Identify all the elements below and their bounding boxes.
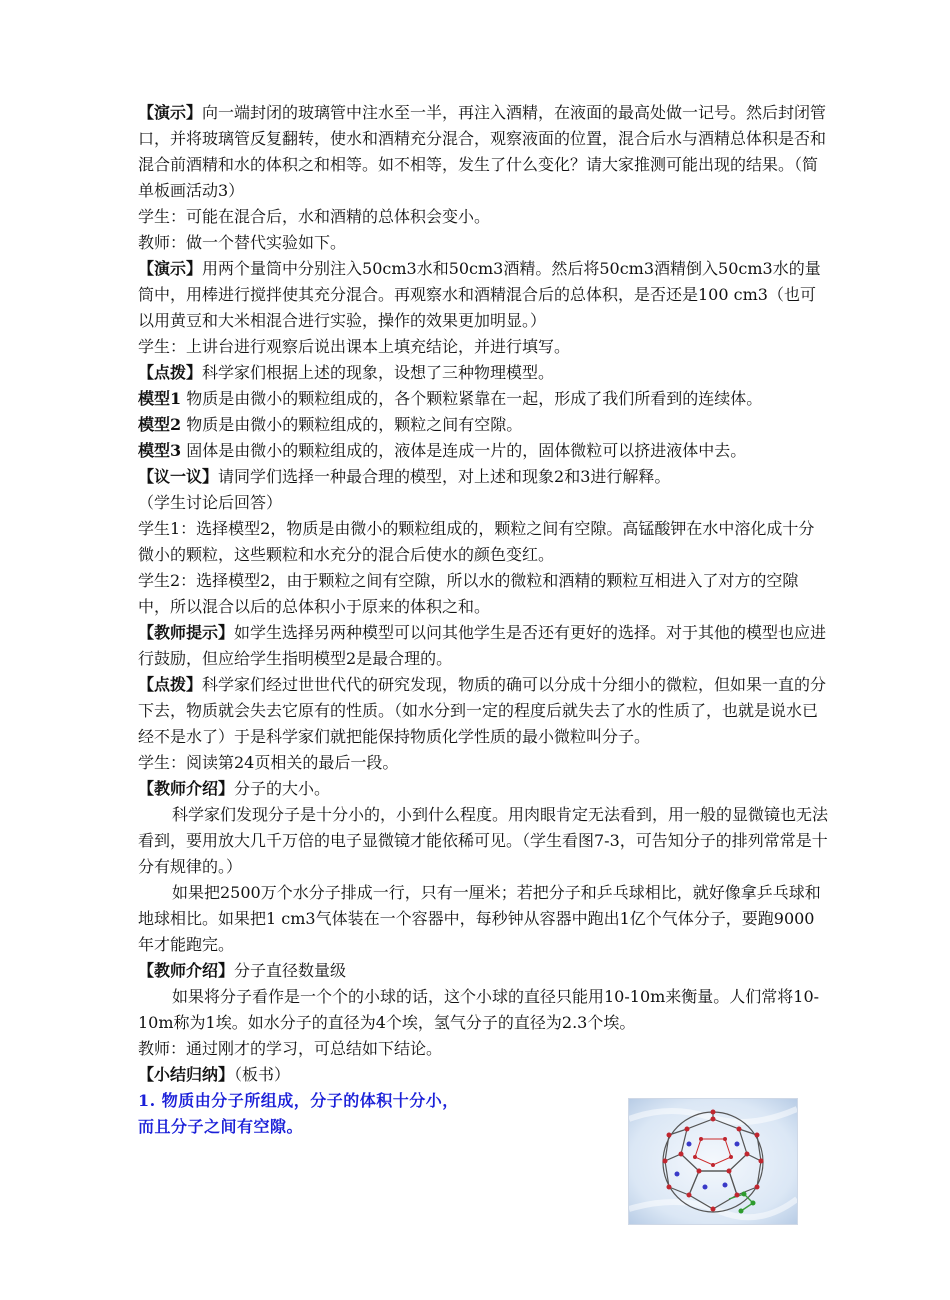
paragraph-text: 科学家们经过世世代代的研究发现，物质的确可以分成十分细小的微粒，但如果一直的分下去，物质就会失去它原有的性质。（如水分到一定的程度后就失去了水的性质了，也就是说水已经不是水了）于是科学家们就把能保持物质化学性质的最小微粒叫分子。 [138, 675, 827, 746]
label-teacher-tip: 【教师提示】 [138, 623, 235, 642]
paragraph-text: 如果把2500万个水分子排成一行，只有一厘米；若把分子和乒乓球相比，就好像拿乒乓球和地球相比。如果把1 cm3气体装在一个容器中，每秒钟从容器中跑出1亿个气体分子，要跑9000年才能跑完。 [138, 883, 821, 954]
molecule-model-image [628, 1098, 798, 1225]
paragraph-discuss [138, 464, 828, 490]
paragraph-text: 科学家们根据上述的现象，设想了三种物理模型。 [202, 363, 555, 382]
label-model-3: 模型3 [138, 441, 182, 460]
paragraph-text: 请同学们选择一种最合理的模型，对上述和现象2和3进行解释。 [218, 467, 671, 486]
paragraph-text: 物质是由微小的颗粒组成的，各个颗粒紧靠在一起，形成了我们所看到的连续体。 [181, 389, 763, 408]
paragraph-text: 学生2：选择模型2，由于颗粒之间有空隙，所以水的微粒和酒精的颗粒互相进入了对方的空隙中，所以混合以后的总体积小于原来的体积之和。 [138, 571, 799, 616]
label-demo: 【演示】 [138, 259, 203, 278]
paragraph-hint-1 [138, 360, 828, 386]
paragraph-teacher-intro-2 [138, 958, 828, 984]
document-body [138, 100, 828, 1140]
paragraph-discussion-note [138, 490, 828, 516]
paragraph-teacher-conclusion [138, 1036, 828, 1062]
paragraph-student-2 [138, 568, 828, 620]
paragraph-student-observe [138, 334, 828, 360]
paragraph-text: 向一端封闭的玻璃管中注水至一半，再注入酒精，在液面的最高处做一记号。然后封闭管口，并将玻璃管反复翻转，使水和酒精充分混合，观察液面的位置，混合后水与酒精总体积是否和混合前酒精和水的体积之和相等。如不相等，发生了什么变化？请大家推测可能出现的结果。（简单板画活动3） [138, 103, 827, 200]
summary-line-1: 1. 物质由分子所组成，分子的体积十分小， [138, 1091, 459, 1110]
paragraph-text: 如果将分子看作是一个个的小球的话，这个小球的直径只能用10-10m来衡量。人们常将10-10m称为1埃。如水分子的直径为4个埃，氢气分子的直径为2.3个埃。 [138, 987, 820, 1032]
paragraph-diameter [138, 984, 828, 1036]
paragraph-student-1 [138, 516, 828, 568]
label-demo: 【演示】 [138, 103, 203, 122]
paragraph-demo-1 [138, 100, 828, 204]
label-teacher-intro: 【教师介绍】 [138, 961, 235, 980]
paragraph-text: 分子的大小。 [234, 779, 331, 798]
paragraph-teacher-alt [138, 230, 828, 256]
paragraph-text: 科学家们发现分子是十分小的，小到什么程度。用肉眼肯定无法看到，用一般的显微镜也无法看到，要用放大几千万倍的电子显微镜才能依稀可见。（学生看图7-3，可告知分子的排列常常是十分有规律的。） [138, 805, 829, 876]
paragraph-model-3 [138, 438, 828, 464]
paragraph-text: 用两个量筒中分别注入50cm3水和50cm3酒精。然后将50cm3酒精倒入50cm3水的量筒中，用棒进行搅拌使其充分混合。再观察水和酒精混合后的总体积，是否还是100 cm3（也可以用黄豆和大米相混合进行实验，操作的效果更加明显。） [138, 259, 821, 330]
paragraph-molecule-compare [138, 880, 828, 958]
paragraph-text: 学生：阅读第24页相关的最后一段。 [138, 753, 399, 772]
paragraph-text: 物质是由微小的颗粒组成的，颗粒之间有空隙。 [181, 415, 523, 434]
paragraph-teacher-tip [138, 620, 828, 672]
label-hint: 【点拨】 [138, 363, 203, 382]
paragraph-student-read [138, 750, 828, 776]
paragraph-text: 分子直径数量级 [234, 961, 347, 980]
paragraph-text: 学生1：选择模型2，物质是由微小的颗粒组成的，颗粒之间有空隙。高锰酸钾在水中溶化成十分微小的颗粒，这些颗粒和水充分的混合后使水的颜色变红。 [138, 519, 815, 564]
paragraph-demo-2 [138, 256, 828, 334]
paragraph-text: 学生：上讲台进行观察后说出课本上填充结论，并进行填写。 [138, 337, 571, 356]
paragraph-text: 教师：做一个替代实验如下。 [138, 233, 347, 252]
paragraph-student-guess [138, 204, 828, 230]
paragraph-text: （学生讨论后回答） [138, 493, 283, 512]
label-summary: 【小结归纳】 [138, 1065, 235, 1084]
paragraph-text: 固体是由微小的颗粒组成的，液体是连成一片的，固体微粒可以挤进液体中去。 [181, 441, 747, 460]
paragraph-molecule-size [138, 802, 828, 880]
paragraph-text: 如学生选择另两种模型可以问其他学生是否还有更好的选择。对于其他的模型也应进行鼓励，但应给学生指明模型2是最合理的。 [138, 623, 827, 668]
label-model-1: 模型1 [138, 389, 182, 408]
paragraph-teacher-intro-1 [138, 776, 828, 802]
label-teacher-intro: 【教师介绍】 [138, 779, 235, 798]
paragraph-model-1 [138, 386, 828, 412]
label-hint: 【点拨】 [138, 675, 203, 694]
paragraph-text: （板书） [234, 1065, 291, 1084]
paragraph-summary-heading [138, 1062, 828, 1088]
paragraph-text: 教师：通过刚才的学习，可总结如下结论。 [138, 1039, 443, 1058]
label-discuss: 【议一议】 [138, 467, 219, 486]
label-model-2: 模型2 [138, 415, 182, 434]
paragraph-text: 学生：可能在混合后，水和酒精的总体积会变小。 [138, 207, 491, 226]
paragraph-hint-2 [138, 672, 828, 750]
paragraph-model-2 [138, 412, 828, 438]
summary-line-2: 而且分子之间有空隙。 [138, 1117, 304, 1136]
